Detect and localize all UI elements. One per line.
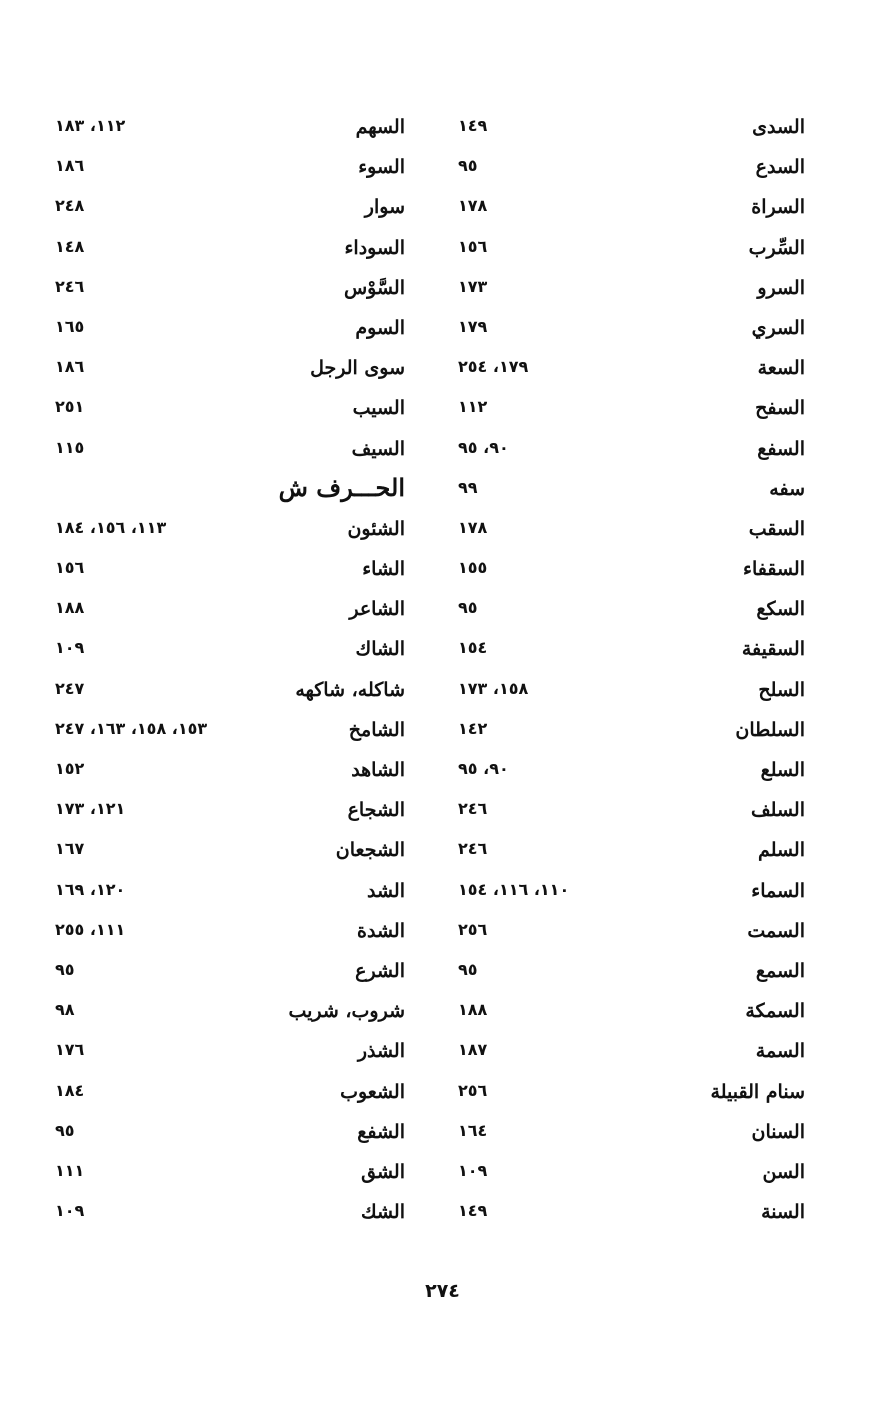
- entry-page-numbers: ١٧٩: [458, 316, 488, 336]
- index-entry: [458, 750, 805, 790]
- entry-page-numbers: ١٦٧: [55, 839, 85, 859]
- entry-page-numbers: ١٨٨: [458, 1000, 488, 1020]
- entry-term: الشاعر: [349, 598, 405, 621]
- entry-term: الشجعان: [335, 839, 405, 862]
- entry-page-numbers: ٩٨: [55, 1000, 75, 1020]
- entry-page-numbers: ١٧٨: [458, 196, 488, 216]
- index-entry: [55, 790, 405, 830]
- index-entry: [55, 1192, 405, 1232]
- entry-term: الشعوب: [340, 1080, 405, 1103]
- entry-page-numbers: ٢٤٧: [55, 678, 85, 698]
- entry-page-numbers: ٢٥٦: [458, 919, 488, 939]
- index-entry: [55, 1112, 405, 1152]
- entry-page-numbers: ١٥٦: [55, 558, 85, 578]
- index-entry: [55, 830, 405, 870]
- entry-term: الشدة: [357, 919, 405, 942]
- index-entry: [458, 629, 805, 669]
- index-entry: [55, 750, 405, 790]
- index-entry: [458, 951, 805, 991]
- entry-page-numbers: ١٥٨، ١٧٣: [458, 678, 529, 698]
- entry-page-numbers: ١٦٥: [55, 316, 85, 336]
- entry-term: السماء: [751, 879, 805, 902]
- entry-page-numbers: ١٦٤: [458, 1120, 488, 1140]
- index-entry: [458, 830, 805, 870]
- index-entry: [458, 790, 805, 830]
- entry-term: الشد: [367, 879, 405, 902]
- index-entry: [458, 871, 805, 911]
- entry-page-numbers: ٩٩: [458, 477, 478, 497]
- entry-page-numbers: ١٨٤: [55, 1080, 85, 1100]
- entry-term: شروب، شريب: [288, 1000, 405, 1023]
- entry-page-numbers: ١٢١، ١٧٣: [55, 799, 126, 819]
- index-entry: [55, 147, 405, 187]
- entry-term: السوداء: [344, 236, 405, 259]
- entry-term: السلف: [751, 799, 805, 822]
- entry-page-numbers: ١١٣، ١٥٦، ١٨٤: [55, 517, 167, 537]
- entry-term: السن: [762, 1160, 805, 1183]
- entry-term: السعة: [757, 357, 805, 380]
- index-entry: [458, 991, 805, 1031]
- entry-page-numbers: ١٧٣: [458, 276, 488, 296]
- section-heading: الحـــرف ش: [278, 472, 405, 502]
- section-heading-row: [55, 469, 405, 509]
- index-entry: [458, 348, 805, 388]
- index-entry: [55, 107, 405, 147]
- index-entry: [458, 107, 805, 147]
- index-entry: [55, 388, 405, 428]
- entry-term: الشفع: [357, 1120, 405, 1143]
- entry-term: السكع: [756, 598, 805, 621]
- entry-page-numbers: ٢٤٦: [458, 839, 488, 859]
- index-entry: [55, 187, 405, 227]
- entry-term: الشاء: [362, 558, 405, 581]
- index-entry: [458, 549, 805, 589]
- entry-page-numbers: ١٨٧: [458, 1040, 488, 1060]
- index-entry: [458, 710, 805, 750]
- index-entry: [55, 1152, 405, 1192]
- entry-page-numbers: ١١١، ٢٥٥: [55, 919, 126, 939]
- index-entry: [458, 1112, 805, 1152]
- index-entry: [458, 1152, 805, 1192]
- index-entry: [458, 1031, 805, 1071]
- entry-term: السَّوْس: [343, 276, 405, 299]
- entry-term: السمع: [755, 959, 805, 982]
- index-entry: [458, 911, 805, 951]
- entry-page-numbers: ١٧٦: [55, 1040, 85, 1060]
- index-entry: [458, 469, 805, 509]
- left-index-column: [55, 107, 405, 1232]
- entry-page-numbers: ١٥٦: [458, 236, 488, 256]
- entry-page-numbers: ١٢٠، ١٦٩: [55, 879, 126, 899]
- entry-term: السرو: [757, 276, 805, 299]
- entry-page-numbers: ١٨٦: [55, 357, 85, 377]
- entry-term: سنام القبيلة: [710, 1080, 805, 1103]
- entry-term: السنة: [761, 1201, 805, 1224]
- entry-page-numbers: ١٥٥: [458, 558, 488, 578]
- entry-term: السمت: [747, 919, 805, 942]
- index-entry: [55, 911, 405, 951]
- entry-term: السقيفة: [741, 638, 805, 661]
- entry-page-numbers: ٩٠، ٩٥: [458, 437, 509, 457]
- entry-page-numbers: ١٠٩: [55, 638, 85, 658]
- entry-page-numbers: ٩٥: [458, 156, 478, 176]
- index-entry: [458, 1072, 805, 1112]
- entry-page-numbers: ١٠٩: [55, 1201, 85, 1221]
- index-entry: [55, 871, 405, 911]
- index-entry: [55, 951, 405, 991]
- entry-term: السمة: [755, 1040, 805, 1063]
- entry-page-numbers: ٢٤٦: [458, 799, 488, 819]
- entry-page-numbers: ١٤٨: [55, 236, 85, 256]
- index-entry: [458, 228, 805, 268]
- entry-page-numbers: ٩٥: [458, 598, 478, 618]
- entry-term: السيف: [351, 437, 405, 460]
- index-entry: [55, 991, 405, 1031]
- index-entry: [458, 147, 805, 187]
- entry-term: السمكة: [745, 1000, 805, 1023]
- entry-term: سفه: [769, 477, 805, 500]
- entry-page-numbers: ١١١: [55, 1160, 85, 1180]
- entry-term: السنان: [751, 1120, 805, 1143]
- entry-page-numbers: ١٤٩: [458, 1201, 488, 1221]
- index-entry: [55, 429, 405, 469]
- index-entry: [55, 589, 405, 629]
- entry-term: السلم: [758, 839, 805, 862]
- entry-page-numbers: ١١٢، ١٨٣: [55, 116, 126, 135]
- index-entry: [458, 187, 805, 227]
- entry-page-numbers: ١٠٩: [458, 1160, 488, 1180]
- index-entry: [55, 1072, 405, 1112]
- entry-term: الشاك: [355, 638, 405, 661]
- index-entry: [55, 228, 405, 268]
- entry-page-numbers: ١٥٢: [55, 759, 85, 778]
- entry-term: السلطان: [735, 718, 805, 741]
- entry-term: السلح: [758, 678, 805, 701]
- index-entry: [55, 629, 405, 669]
- entry-page-numbers: ١٨٨: [55, 598, 85, 618]
- entry-term: السفع: [757, 437, 805, 460]
- page-number: ٢٧٤: [425, 1280, 460, 1302]
- entry-term: السهم: [355, 116, 405, 138]
- entry-page-numbers: ٩٥: [55, 959, 75, 979]
- entry-term: الشك: [360, 1201, 405, 1224]
- index-entry: [458, 308, 805, 348]
- entry-page-numbers: ١٥٣، ١٥٨، ١٦٣، ٢٤٧: [55, 718, 208, 738]
- entry-page-numbers: ٩٥: [458, 959, 478, 979]
- index-entry: [55, 308, 405, 348]
- entry-page-numbers: ٢٥٦: [458, 1080, 488, 1100]
- entry-term: الشئون: [347, 517, 405, 540]
- index-entry: [55, 509, 405, 549]
- entry-page-numbers: ١٨٦: [55, 156, 85, 176]
- entry-page-numbers: ٢٤٨: [55, 196, 85, 216]
- entry-term: السقب: [748, 517, 805, 540]
- index-entry: [458, 268, 805, 308]
- entry-term: السراة: [751, 196, 805, 219]
- index-entry: [55, 549, 405, 589]
- entry-page-numbers: ١٤٢: [458, 718, 488, 738]
- index-entry: [55, 348, 405, 388]
- index-entry: [55, 670, 405, 710]
- entry-page-numbers: ٢٥١: [55, 397, 85, 417]
- entry-page-numbers: ١١٠، ١١٦، ١٥٤: [458, 879, 570, 899]
- entry-page-numbers: ١٥٤: [458, 638, 488, 658]
- entry-term: السدى: [752, 116, 805, 138]
- entry-term: الشاهد: [351, 759, 405, 781]
- index-entry: [55, 710, 405, 750]
- entry-term: الشق: [361, 1160, 405, 1183]
- entry-page-numbers: ١٤٩: [458, 116, 488, 135]
- entry-page-numbers: ٢٤٦: [55, 276, 85, 296]
- entry-term: سوى الرجل: [310, 357, 405, 380]
- index-entry: [458, 589, 805, 629]
- index-entry: [458, 509, 805, 549]
- entry-term: الشامخ: [348, 718, 405, 741]
- index-entry: [458, 1192, 805, 1232]
- entry-term: السلع: [760, 759, 805, 781]
- entry-term: سوار: [364, 196, 405, 219]
- entry-page-numbers: ١٧٩، ٢٥٤: [458, 357, 529, 377]
- entry-page-numbers: ١١٥: [55, 437, 85, 457]
- entry-page-numbers: ١١٢: [458, 397, 488, 417]
- entry-term: السِّرب: [748, 236, 805, 259]
- entry-term: السوم: [355, 316, 405, 339]
- entry-term: السوء: [358, 156, 405, 179]
- entry-term: الشجاع: [347, 799, 405, 822]
- index-entry: [458, 388, 805, 428]
- entry-term: السفح: [755, 397, 805, 420]
- entry-page-numbers: ٩٥: [55, 1120, 75, 1140]
- entry-page-numbers: ١٧٨: [458, 517, 488, 537]
- entry-term: السيب: [352, 397, 405, 420]
- index-entry: [458, 670, 805, 710]
- index-entry: [55, 268, 405, 308]
- entry-term: السقفاء: [743, 558, 805, 581]
- entry-term: شاكله، شاكهه: [295, 678, 405, 701]
- entry-page-numbers: ٩٠، ٩٥: [458, 759, 509, 778]
- entry-term: السري: [751, 316, 805, 339]
- index-entry: [55, 1031, 405, 1071]
- entry-term: الشذر: [357, 1040, 405, 1063]
- entry-term: الشرع: [355, 959, 405, 982]
- index-entry: [458, 429, 805, 469]
- entry-term: السدع: [755, 156, 805, 179]
- right-index-column: [458, 107, 805, 1232]
